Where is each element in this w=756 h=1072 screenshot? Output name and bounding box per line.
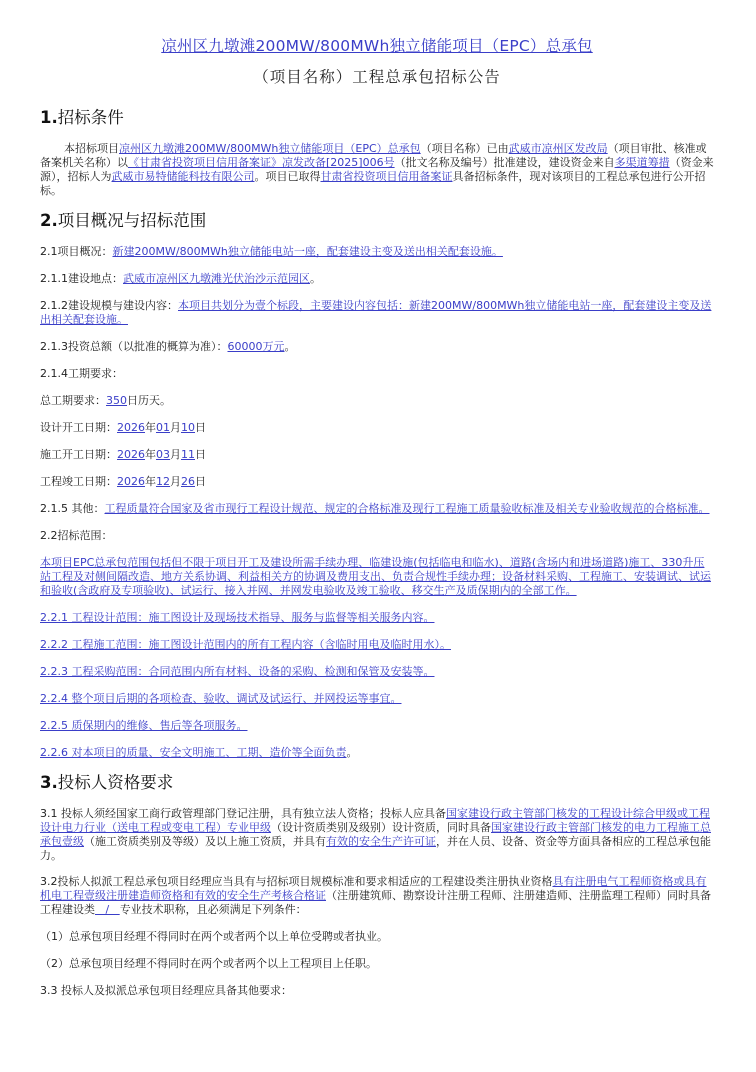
qualification-3-3: 3.3 投标人及拟派总承包项目经理应具备其他要求： [40,984,292,997]
construction-scale: 2.1.2建设规模与建设内容：本项目共划分为壹个标段，主要建设内容包括：新建200MW/800MWh独立储能电站一座，配套建设主变及送出相关配套设施。 [40,299,712,326]
construction-start-date: 施工开工日期：2026年03月11日 [40,448,206,461]
scope-responsibility: 2.2.6 对本项目的质量、安全文明施工、工期、造价等全面负责。 [40,746,358,759]
section-1-heading: 1.招标条件 [40,108,124,127]
total-duration: 总工期要求：350日历天。 [40,394,171,407]
scope-design: 2.2.1 工程设计范围：施工图设计及现场技术指导、服务与监督等相关服务内容。 [40,611,435,624]
tender-scope-body: 本项目EPC总承包范围包括但不限于项目开工及建设所需手续办理、临建设施(包括临电和临水)、道路(含场内和进场道路)施工、330升压站工程及对侧间隔改造、地方关系协调、利益相关方的协调及费用支出、负责合规性手续办理；设备材料采购、工程施工、安装调试、试运和验收(含政府及专项验收)、试运行、接入并网、并网发电验收及竣工验收、移交生产及质保期内的全部工作。 [40,556,711,597]
schedule-heading: 2.1.4工期要求： [40,367,123,380]
section-3-heading: 3.投标人资格要求 [40,773,174,792]
notice-subtitle: （项目名称）工程总承包招标公告 [253,68,501,86]
completion-date: 工程竣工日期：2026年12月26日 [40,475,206,488]
design-start-date: 设计开工日期：2026年01月10日 [40,421,206,434]
tender-scope-heading: 2.2招标范围： [40,529,113,542]
project-title: 凉州区九墩滩200MW/800MWh独立储能项目（EPC）总承包 [161,37,593,55]
total-investment: 2.1.3投资总额（以批准的概算为准）：60000万元。 [40,340,296,353]
condition-2: （2）总承包项目经理不得同时在两个或者两个以上工程项目上任职。 [40,957,377,970]
scope-construction: 2.2.2 工程施工范围：施工图设计范围内的所有工程内容（含临时用电及临时用水）。 [40,638,451,651]
project-overview: 2.1项目概况：新建200MW/800MWh独立储能电站一座，配套建设主变及送出相关配套设施。 [40,245,503,258]
other-requirements: 2.1.5 其他：工程质量符合国家及省市现行工程设计规范、规定的合格标准及现行工程施工质量验收标准及相关专业验收规范的合格标准。 [40,502,710,515]
qualification-3-1: 3.1 投标人须经国家工商行政管理部门登记注册，具有独立法人资格；投标人应具备国家建设行政主管部门核发的工程设计综合甲级或工程设计电力行业（送电工程或变电工程）专业甲级（设计资质类别及级别）设计资质，同时具备国家建设行政主管部门核发的电力工程施工总承包壹级（施工资质类别及等级）及以上施工资质，并具有有效的安全生产许可证，并在人员、设备、资金等方面具备相应的工程总承包能力。 [40,807,711,862]
scope-inspection: 2.2.4 整个项目后期的各项检查、验收、调试及试运行、并网投运等事宜。 [40,692,402,705]
condition-1: （1）总承包项目经理不得同时在两个或者两个以上单位受聘或者执业。 [40,930,388,943]
scope-procurement: 2.2.3 工程采购范围：合同范围内所有材料、设备的采购、检测和保管及安装等。 [40,665,435,678]
section-2-heading: 2.项目概况与招标范围 [40,211,207,230]
construction-site: 2.1.1建设地点：武威市凉州区九墩滩光伏治沙示范园区。 [40,272,321,285]
scope-warranty: 2.2.5 质保期内的维修、售后等各项服务。 [40,719,248,732]
qualification-3-2: 3.2投标人拟派工程总承包项目经理应当具有与招标项目规模标准和要求相适应的工程建设类注册执业资格具有注册电气工程师资格或具有机电工程壹级注册建造师资格和有效的安全生产考核合格证（注册建筑师、勘察设计注册工程师、注册建造师、注册监理工程师）同时具备工程建设类 / 专业技术职称，且必须满足下列条件： [40,875,711,916]
section-1-body: 本招标项目凉州区九墩滩200MW/800MWh独立储能项目（EPC）总承包（项目名称）已由武威市凉州区发改局（项目审批、核准或备案机关名称）以《甘肃省投资项目信用备案证》凉发改备[2025]006号（批文名称及编号）批准建设，建设资金来自多渠道筹措（资金来源），招标人为武威市易特储能科技有限公司。项目已取得甘肃省投资项目信用备案证具备招标条件，现对该项目的工程总承包进行公开招标。 [40,142,714,197]
